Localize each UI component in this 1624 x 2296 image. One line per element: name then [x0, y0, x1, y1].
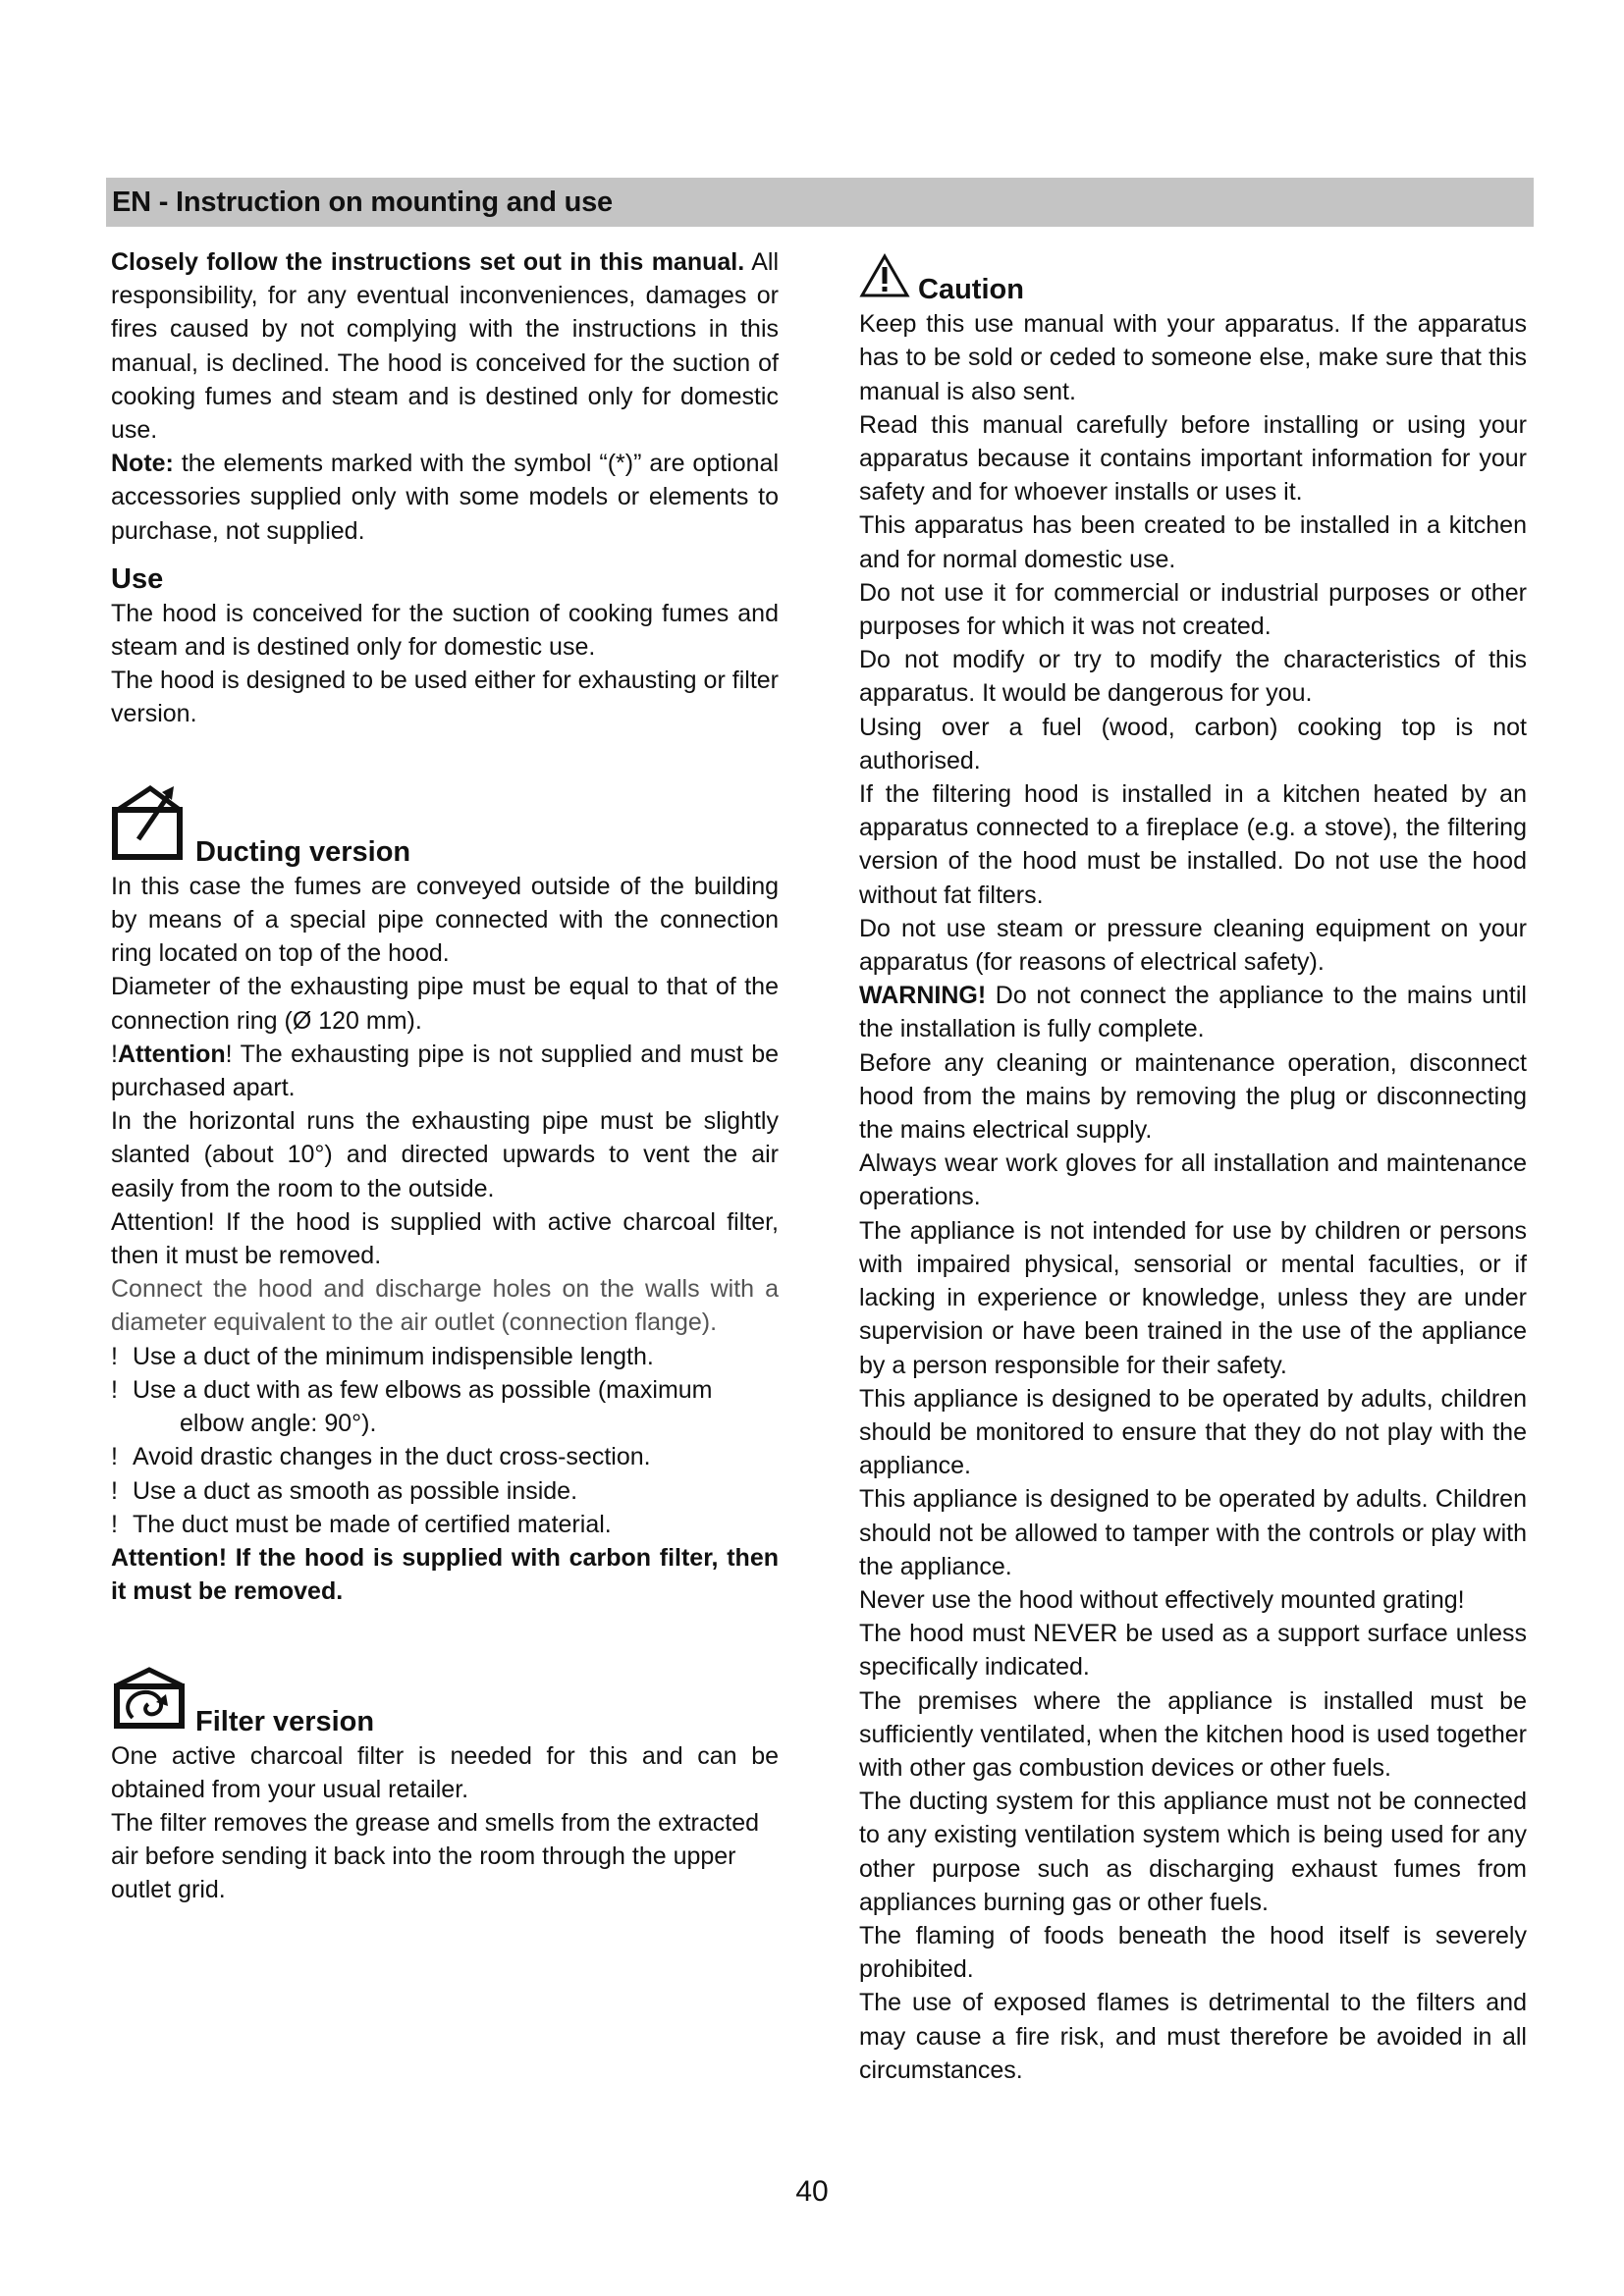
- caution-paragraph: This appliance is designed to be operated by adults. Children should not be allowed to tamper with the controls or play with the appliance.: [859, 1485, 1527, 1580]
- caution-paragraph: The premises where the appliance is installed must be sufficiently ventilated, when the kitchen hood is used together with other gas combustion devices or other fuels.: [859, 1686, 1527, 1782]
- caution-paragraph: Before any cleaning or maintenance operation, disconnect hood from the mains by removing the plug or disconnecting the mains electrical supply.: [859, 1048, 1527, 1145]
- ducting-house-icon: [111, 782, 188, 870]
- intro-paragraph: [111, 245, 779, 447]
- bullet-text: Use a duct of the minimum indispensible length.: [133, 1342, 654, 1370]
- list-item: [111, 1373, 779, 1407]
- list-item: [111, 1508, 779, 1541]
- caution-title: Caution: [918, 274, 1024, 306]
- note-text: the elements marked with the symbol “(*)” are optional accessories supplied only with some models or elements to purchase, not supplied.: [111, 450, 779, 545]
- caution-paragraph: Do not modify or try to modify the characteristics of this apparatus. It would be dangerous for you.: [859, 646, 1527, 708]
- use-paragraph-1: The hood is conceived for the suction of cooking fumes and steam and is destined only for domestic use.: [111, 599, 779, 662]
- ducting-paragraph-1: In this case the fumes are conveyed outside of the building by means of a special pipe connected with the connection ring located on top of the hood.: [111, 872, 779, 968]
- use-paragraph-2: The hood is designed to be used either for exhausting or filter version.: [111, 667, 779, 728]
- filter-recirculation-icon: [111, 1667, 188, 1738]
- bullet-continuation: elbow angle: 90°).: [180, 1410, 377, 1438]
- caution-paragraph: If the filtering hood is installed in a kitchen heated by an apparatus connected to a fireplace (e.g. a stove), the filtering version of the hood must be installed. Do not use the hood without fat filters.: [859, 780, 1527, 909]
- warning-label: WARNING!: [859, 982, 987, 1010]
- caution-paragraph: This apparatus has been created to be installed in a kitchen and for normal domestic use.: [859, 511, 1527, 573]
- ducting-final-attention: Attention! If the hood is supplied with carbon filter, then it must be removed.: [111, 1543, 779, 1606]
- note-paragraph: [111, 447, 779, 548]
- filter-paragraph-2: The filter removes the grease and smells from the extracted air before sending it back into the room through the upper outlet grid.: [111, 1808, 760, 1904]
- bullet-text: Use a duct as smooth as possible inside.: [133, 1476, 578, 1505]
- ducting-paragraph-4: In the horizontal runs the exhausting pipe must be slightly slanted (about 10°) and directed upwards to vent the air easily from the room to the outside.: [111, 1107, 779, 1202]
- ducting-heading: [111, 782, 779, 870]
- right-column: [859, 245, 1527, 2087]
- caution-paragraph: This appliance is designed to be operated by adults, children should be monitored to ensure that they do not play with the appliance.: [859, 1384, 1527, 1480]
- ducting-paragraph-6: Connect the hood and discharge holes on the walls with a diameter equivalent to the air outlet (connection flange).: [111, 1275, 779, 1337]
- ducting-p3-bold: Attention: [117, 1040, 226, 1068]
- bullet-mark: !: [111, 1342, 118, 1370]
- filter-paragraph-1: One active charcoal filter is needed for this and can be obtained from your usual retailer.: [111, 1741, 779, 1803]
- caution-paragraph: Never use the hood without effectively mounted grating!: [859, 1585, 1465, 1614]
- bullet-mark: !: [111, 1443, 118, 1471]
- caution-paragraph: Read this manual carefully before installing or using your apparatus because it contains important information for your safety and for whoever installs or uses it.: [859, 410, 1527, 507]
- page-title: EN - Instruction on mounting and use: [112, 186, 613, 218]
- warning-triangle-icon: [859, 253, 910, 307]
- ducting-p3-prefix: !: [111, 1040, 118, 1068]
- page-number: 40: [795, 2175, 829, 2208]
- bullet-text: Avoid drastic changes in the duct cross-section.: [133, 1443, 651, 1471]
- caution-paragraph: Do not use steam or pressure cleaning equipment on your apparatus (for reasons of electrical safety).: [859, 914, 1527, 977]
- caution-heading: [859, 253, 1527, 307]
- left-column: [111, 245, 779, 1907]
- caution-paragraph: The ducting system for this appliance must not be connected to any existing ventilation system which is being used for any other purpose such as discharging exhaust fumes from appliances burning gas or other fuels.: [859, 1788, 1527, 1916]
- bullet-mark: !: [111, 1375, 118, 1404]
- list-item: [111, 1440, 779, 1473]
- ducting-paragraph-3: [111, 1038, 779, 1104]
- warning-paragraph: [859, 979, 1527, 1045]
- caution-paragraph: The appliance is not intended for use by children or persons with impaired physical, sensorial or mental faculties, or if lacking in experience or knowledge, unless they are under supervision or have been trained in the use of the appliance by a person responsible for their safety.: [859, 1216, 1527, 1379]
- caution-paragraph: The flaming of foods beneath the hood itself is severely prohibited.: [859, 1921, 1527, 1984]
- filter-title: Filter version: [195, 1705, 375, 1737]
- bullet-text: Use a duct with as few elbows as possible (maximum: [133, 1375, 713, 1404]
- ducting-title: Ducting version: [195, 835, 411, 868]
- ducting-paragraph-5: Attention! If the hood is supplied with active charcoal filter, then it must be removed.: [111, 1207, 779, 1270]
- caution-paragraph: Do not use it for commercial or industrial purposes or other purposes for which it was not created.: [859, 578, 1527, 641]
- section-header-bar: [106, 178, 1534, 227]
- list-item: [111, 1474, 779, 1508]
- caution-paragraph: Always wear work gloves for all installation and maintenance operations.: [859, 1149, 1527, 1211]
- caution-paragraph: The hood must NEVER be used as a support surface unless specifically indicated.: [859, 1620, 1527, 1682]
- warning-text: Do not connect the appliance to the mains until the installation is fully complete.: [859, 982, 1527, 1043]
- filter-heading: [111, 1667, 779, 1738]
- ducting-paragraph-2: Diameter of the exhausting pipe must be equal to that of the connection ring (Ø 120 mm).: [111, 973, 779, 1035]
- bullet-text: The duct must be made of certified material.: [133, 1510, 612, 1538]
- note-label: Note:: [111, 450, 174, 478]
- bullet-mark: !: [111, 1476, 118, 1505]
- caution-paragraph: Using over a fuel (wood, carbon) cooking top is not authorised.: [859, 713, 1527, 774]
- list-item: [111, 1340, 779, 1373]
- intro-text: All responsibility, for any eventual inconveniences, damages or fires caused by not complying with the instructions in this manual, is declined. The hood is conceived for the suction of cooking fumes and steam and is destined only for domestic use.: [111, 248, 779, 445]
- caution-paragraph: Keep this use manual with your apparatus. If the apparatus has to be sold or ceded to someone else, make sure that this manual is also sent.: [859, 310, 1527, 405]
- caution-paragraph: The use of exposed flames is detrimental to the filters and may cause a fire risk, and must therefore be avoided in all circumstances.: [859, 1989, 1527, 2084]
- ducting-p3-text: ! The exhausting pipe is not supplied and must be purchased apart.: [111, 1040, 779, 1102]
- use-title: Use: [111, 562, 164, 595]
- bullet-mark: !: [111, 1510, 118, 1538]
- intro-lead: Closely follow the instructions set out in this manual.: [111, 248, 745, 276]
